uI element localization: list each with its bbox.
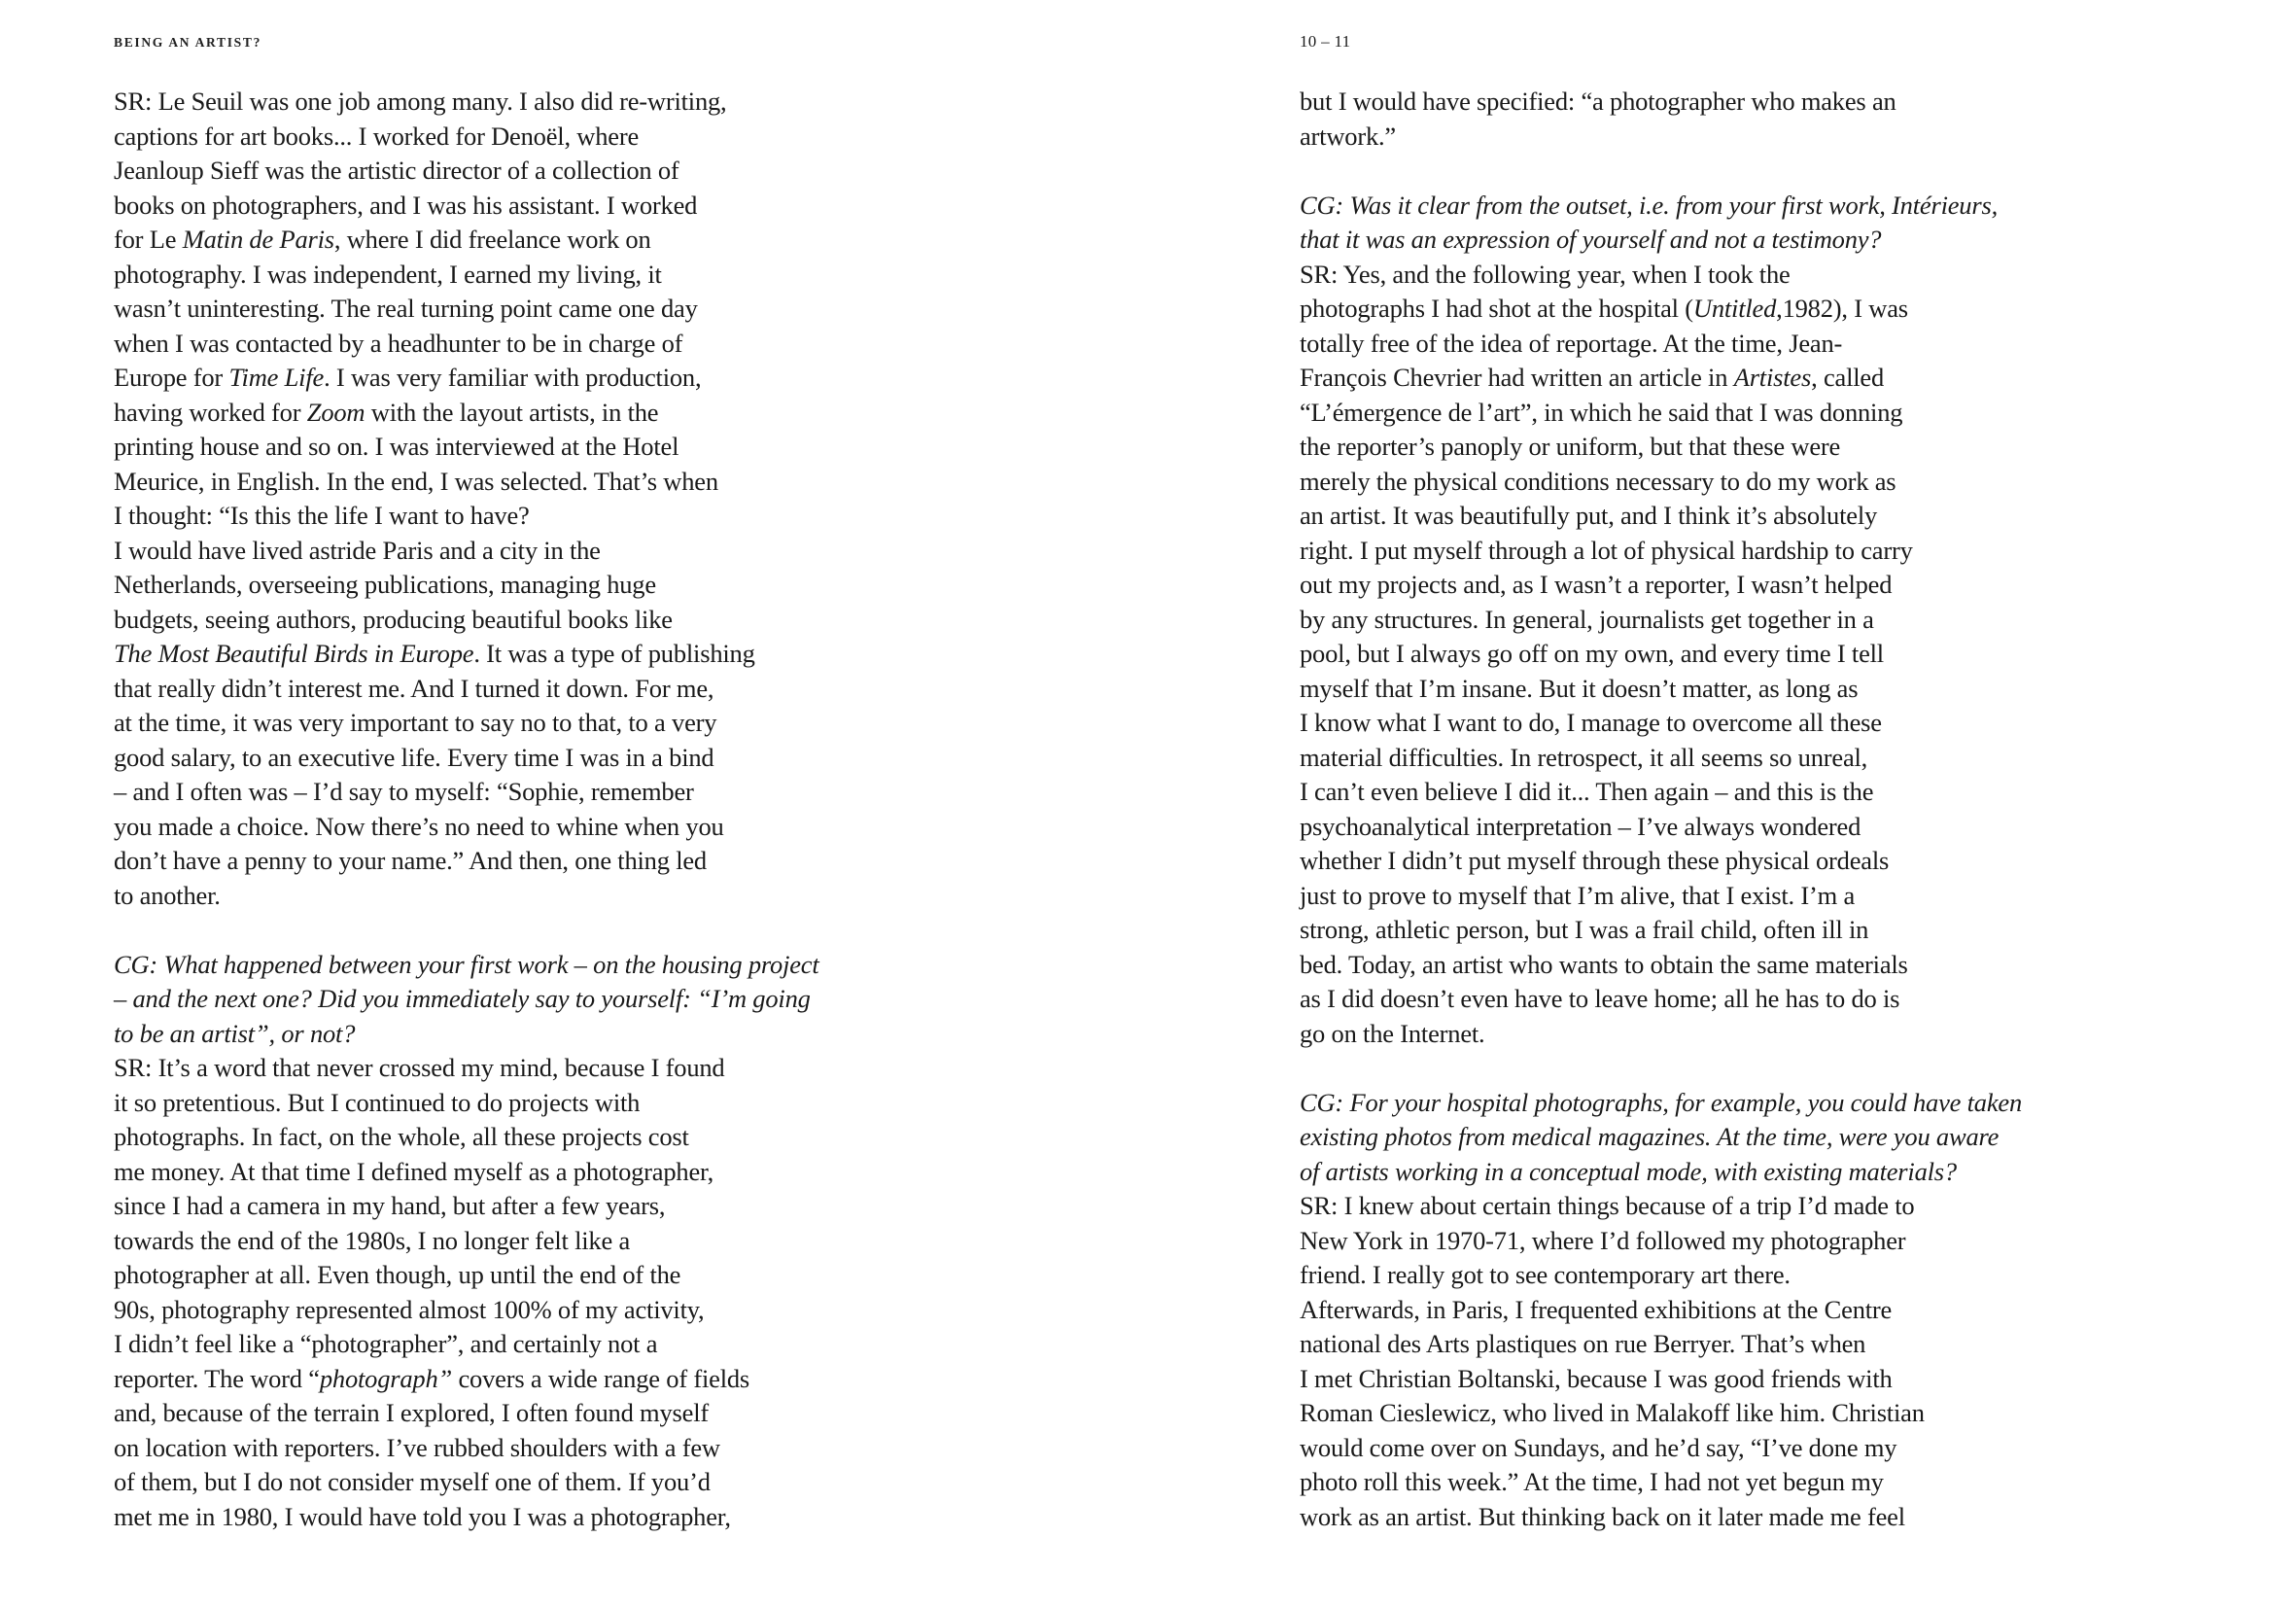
text-segment: Afterwards, in Paris, I frequented exhibitions at the Centre [1300, 1294, 1893, 1324]
text-segment: go on the Internet. [1300, 1018, 1485, 1048]
italic-text-segment: photograph” [319, 1363, 453, 1393]
text-segment: of them, but I do not consider myself one of them. If you’d [114, 1467, 711, 1496]
text-line [1300, 1017, 2068, 1052]
paragraph-block [1300, 1086, 2068, 1535]
text-segment: I would have lived astride Paris and a city in the [114, 535, 601, 565]
text-line [1300, 1189, 2068, 1224]
text-line [114, 1327, 882, 1362]
text-segment: “L’émergence de l’art”, in which he said that I was donning [1300, 397, 1903, 427]
text-line [114, 361, 882, 396]
text-line [114, 258, 882, 293]
text-segment: . It was a type of publishing [473, 639, 755, 668]
text-segment: out my projects and, as I wasn’t a reporter, I wasn’t helped [1300, 570, 1893, 599]
text-segment: with the layout artists, in the [365, 397, 659, 427]
running-header: BEING AN ARTIST? [114, 35, 262, 50]
text-line [1300, 327, 2068, 362]
page-right-body [1300, 85, 2068, 1534]
text-segment: towards the end of the 1980s, I no longer felt like a [114, 1225, 631, 1255]
text-segment: whether I didn’t put myself through these physical ordeals [1300, 846, 1890, 875]
text-line [114, 223, 882, 258]
text-segment: photographer at all. Even though, up until the end of the [114, 1260, 681, 1289]
text-line [114, 534, 882, 569]
text-line [114, 637, 882, 672]
text-line [114, 672, 882, 707]
text-segment: – and I often was – I’d say to myself: “Sophie, remember [114, 777, 694, 806]
text-segment: strong, athletic person, but I was a frail child, often ill in [1300, 915, 1869, 944]
text-line [1300, 1086, 2068, 1121]
text-segment: that really didn’t interest me. And I turned it down. For me, [114, 673, 714, 703]
text-line [1300, 1120, 2068, 1155]
text-line [114, 1120, 882, 1155]
text-line [1300, 499, 2068, 534]
text-line [1300, 879, 2068, 914]
italic-text-segment: Time Life [228, 363, 325, 392]
italic-text-segment: Artistes [1733, 363, 1812, 392]
text-line [114, 706, 882, 741]
text-segment: when I was contacted by a headhunter to be in charge of [114, 328, 683, 358]
text-segment: , where I did freelance work on [333, 225, 651, 254]
text-line [114, 154, 882, 189]
text-line [1300, 465, 2068, 500]
text-segment: I didn’t feel like a “photographer”, and certainly not a [114, 1329, 658, 1358]
text-segment: merely the physical conditions necessary to do my work as [1300, 466, 1896, 496]
text-segment: Meurice, in English. In the end, I was selected. That’s when [114, 466, 718, 496]
text-segment: and, because of the terrain I explored, I often found myself [114, 1398, 709, 1427]
italic-text-segment: to be an artist”, or not? [114, 1018, 356, 1048]
page-right [1148, 0, 2296, 1607]
text-segment: having worked for [114, 397, 307, 427]
text-segment: met me in 1980, I would have told you I was a photographer, [114, 1501, 731, 1531]
text-line [114, 85, 882, 120]
text-line [114, 1293, 882, 1328]
text-segment: for Le [114, 225, 183, 254]
page-left-body [114, 85, 882, 1534]
text-segment: , called [1811, 363, 1885, 392]
text-segment: SR: It’s a word that never crossed my mind, because I found [114, 1053, 725, 1082]
text-segment: myself that I’m insane. But it doesn’t matter, as long as [1300, 673, 1859, 703]
text-line [114, 1155, 882, 1190]
text-segment: on location with reporters. I’ve rubbed shoulders with a few [114, 1432, 720, 1462]
text-segment: New York in 1970-71, where I’d followed my photographer [1300, 1225, 1906, 1255]
text-line [114, 982, 882, 1017]
text-line [114, 879, 882, 914]
text-segment: good salary, to an executive life. Every time I was in a bind [114, 742, 714, 772]
text-segment: at the time, it was very important to say no to that, to a very [114, 708, 717, 737]
italic-text-segment: CG: For your hospital photographs, for example, you could have taken [1300, 1087, 2023, 1117]
text-line [114, 603, 882, 638]
text-line [114, 1051, 882, 1086]
text-segment: . I was very familiar with production, [324, 363, 702, 392]
text-segment: don’t have a penny to your name.” And then, one thing led [114, 846, 707, 875]
italic-text-segment: CG: Was it clear from the outset, i.e. from your first work, Intérieurs, [1300, 190, 1998, 220]
text-segment: reporter. The word “ [114, 1363, 320, 1393]
text-line [1300, 1465, 2068, 1500]
italic-text-segment: of artists working in a conceptual mode, with existing materials? [1300, 1156, 1957, 1186]
italic-text-segment: The Most Beautiful Birds in Europe [114, 639, 474, 668]
text-line [1300, 120, 2068, 155]
italic-text-segment: Zoom [306, 397, 365, 427]
italic-text-segment: existing photos from medical magazines. At the time, were you aware [1300, 1122, 2000, 1151]
text-segment: but I would have specified: “a photographer who makes an [1300, 87, 1896, 116]
text-line [1300, 223, 2068, 258]
text-segment: to another. [114, 880, 221, 910]
text-line [114, 1224, 882, 1259]
text-segment: friend. I really got to see contemporary art there. [1300, 1260, 1791, 1289]
text-segment: by any structures. In general, journalists get together in a [1300, 604, 1874, 634]
text-line [114, 1396, 882, 1431]
text-line [114, 1431, 882, 1466]
text-segment: photographs. In fact, on the whole, all these projects cost [114, 1122, 689, 1151]
text-line [1300, 706, 2068, 741]
text-segment: photo roll this week.” At the time, I had not yet begun my [1300, 1467, 1884, 1496]
italic-text-segment: – and the next one? Did you immediately say to yourself: “I’m going [114, 984, 811, 1013]
text-line [1300, 361, 2068, 396]
text-line [1300, 1224, 2068, 1259]
text-line [1300, 1293, 2068, 1328]
text-segment: Europe for [114, 363, 229, 392]
text-line [1300, 1396, 2068, 1431]
paragraph-block [114, 85, 882, 913]
text-segment: material difficulties. In retrospect, it all seems so unreal, [1300, 742, 1868, 772]
text-line [114, 189, 882, 224]
text-line [114, 1258, 882, 1293]
text-segment: Roman Cieslewicz, who lived in Malakoff like him. Christian [1300, 1398, 1925, 1427]
italic-text-segment: CG: What happened between your first work – on the housing project [114, 949, 819, 979]
text-line [114, 292, 882, 327]
text-segment: 90s, photography represented almost 100% of my activity, [114, 1294, 705, 1324]
text-segment: I met Christian Boltanski, because I was good friends with [1300, 1363, 1893, 1393]
text-line [114, 948, 882, 983]
text-segment: the reporter’s panoply or uniform, but that these were [1300, 432, 1841, 461]
text-segment: SR: Le Seuil was one job among many. I also did re-writing, [114, 87, 727, 116]
italic-text-segment: that it was an expression of yourself and not a testimony? [1300, 225, 1882, 254]
text-segment: I can’t even believe I did it... Then again – and this is the [1300, 777, 1874, 806]
text-segment: printing house and so on. I was interviewed at the Hotel [114, 432, 679, 461]
text-line [1300, 1327, 2068, 1362]
text-line [114, 1017, 882, 1052]
text-segment: me money. At that time I defined myself as a photographer, [114, 1156, 714, 1186]
text-line [114, 810, 882, 845]
text-segment: SR: I knew about certain things because of a trip I’d made to [1300, 1191, 1915, 1220]
text-segment: psychoanalytical interpretation – I’ve always wondered [1300, 811, 1861, 841]
text-segment: right. I put myself through a lot of physical hardship to carry [1300, 535, 1913, 565]
text-line [1300, 810, 2068, 845]
text-segment: covers a wide range of fields [452, 1363, 750, 1393]
text-line [1300, 568, 2068, 603]
text-segment: wasn’t uninteresting. The real turning point came one day [114, 294, 698, 323]
text-segment: you made a choice. Now there’s no need to whine when you [114, 811, 724, 841]
text-segment: work as an artist. But thinking back on it later made me feel [1300, 1501, 1905, 1531]
paragraph-block [1300, 189, 2068, 1052]
text-line [114, 430, 882, 465]
text-line [1300, 396, 2068, 431]
text-line [114, 1086, 882, 1121]
text-segment: as I did doesn’t even have to leave home; all he has to do is [1300, 984, 1900, 1013]
text-line [1300, 844, 2068, 879]
text-line [1300, 258, 2068, 293]
text-line [1300, 189, 2068, 224]
text-line [1300, 85, 2068, 120]
text-line [114, 844, 882, 879]
text-line [1300, 775, 2068, 810]
text-segment: books on photographers, and I was his assistant. I worked [114, 190, 698, 220]
text-line [114, 568, 882, 603]
text-line [114, 741, 882, 776]
text-line [1300, 534, 2068, 569]
paragraph-block [1300, 85, 2068, 154]
text-segment: budgets, seeing authors, producing beautiful books like [114, 604, 673, 634]
italic-text-segment: Untitled [1692, 294, 1777, 323]
text-line [1300, 430, 2068, 465]
page-folio: 10 – 11 [1300, 32, 1351, 51]
text-segment: photographs I had shot at the hospital ( [1300, 294, 1693, 323]
text-line [114, 120, 882, 155]
text-segment: Jeanloup Sieff was the artistic director of a collection of [114, 156, 679, 185]
text-line [114, 775, 882, 810]
text-line [1300, 603, 2068, 638]
text-line [1300, 1258, 2068, 1293]
text-segment: just to prove to myself that I’m alive, that I exist. I’m a [1300, 880, 1856, 910]
text-segment: it so pretentious. But I continued to do projects with [114, 1087, 641, 1117]
text-segment: totally free of the idea of reportage. At the time, Jean- [1300, 328, 1843, 358]
text-segment: since I had a camera in my hand, but after a few years, [114, 1191, 666, 1220]
text-segment: national des Arts plastiques on rue Berryer. That’s when [1300, 1329, 1866, 1358]
text-line [1300, 913, 2068, 948]
text-line [114, 499, 882, 534]
text-segment: pool, but I always go off on my own, and every time I tell [1300, 639, 1884, 668]
text-line [114, 1465, 882, 1500]
text-segment: I thought: “Is this the life I want to have? [114, 501, 530, 530]
text-segment: SR: Yes, and the following year, when I took the [1300, 259, 1791, 289]
text-line [114, 1500, 882, 1535]
text-line [114, 465, 882, 500]
text-line [1300, 1362, 2068, 1397]
text-line [1300, 1155, 2068, 1190]
text-line [114, 396, 882, 431]
text-line [1300, 982, 2068, 1017]
text-line [114, 1362, 882, 1397]
text-segment: photography. I was independent, I earned my living, it [114, 259, 662, 289]
text-line [1300, 292, 2068, 327]
text-segment: bed. Today, an artist who wants to obtain the same materials [1300, 949, 1908, 979]
text-segment: would come over on Sundays, and he’d say, “I’ve done my [1300, 1432, 1897, 1462]
text-segment: captions for art books... I worked for Denoël, where [114, 121, 640, 151]
text-line [1300, 741, 2068, 776]
text-line [114, 327, 882, 362]
italic-text-segment: Matin de Paris [182, 225, 334, 254]
paragraph-block [114, 948, 882, 1535]
text-segment: François Chevrier had written an article in [1300, 363, 1734, 392]
text-segment: ,1982), I was [1776, 294, 1908, 323]
text-line [1300, 672, 2068, 707]
text-line [1300, 1431, 2068, 1466]
text-line [114, 1189, 882, 1224]
text-line [1300, 1500, 2068, 1535]
text-line [1300, 948, 2068, 983]
text-segment: I know what I want to do, I manage to overcome all these [1300, 708, 1882, 737]
text-line [1300, 637, 2068, 672]
text-segment: Netherlands, overseeing publications, managing huge [114, 570, 656, 599]
text-segment: an artist. It was beautifully put, and I think it’s absolutely [1300, 501, 1878, 530]
text-segment: artwork.” [1300, 121, 1396, 151]
